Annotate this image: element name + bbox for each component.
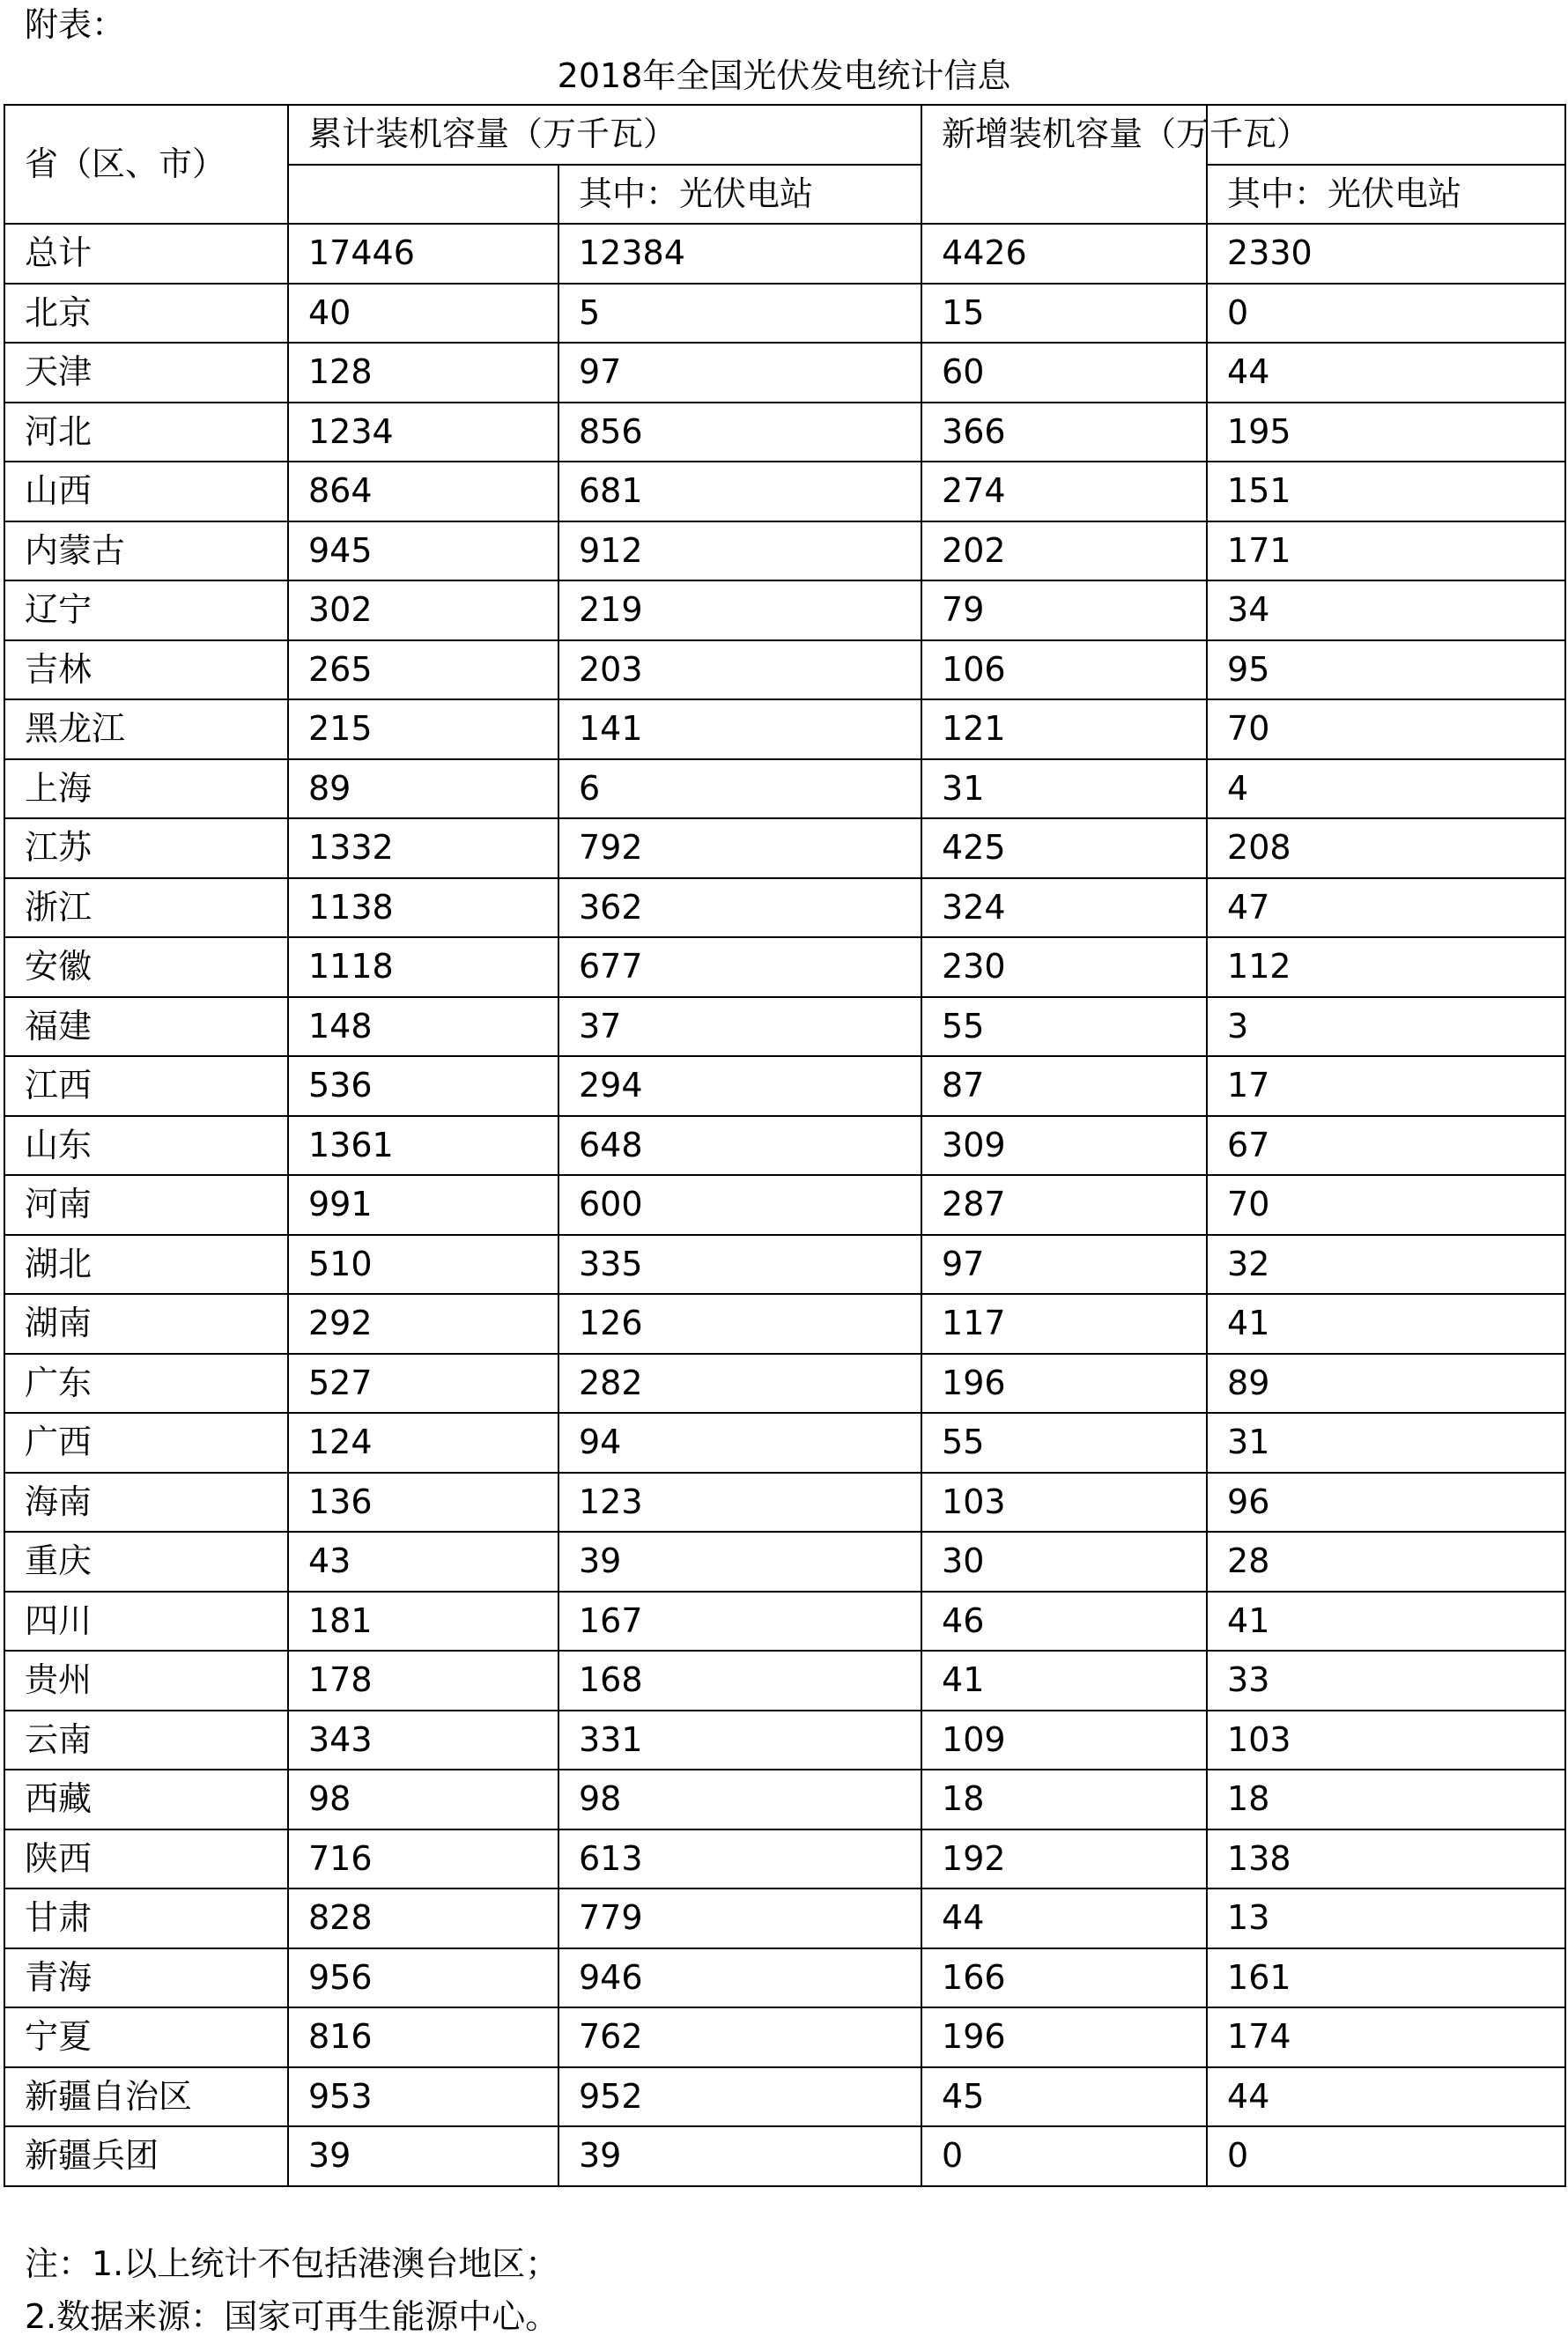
cell-new-station: 208 bbox=[1207, 818, 1565, 878]
table-row bbox=[4, 1592, 1565, 1652]
cell-cumulative-station: 168 bbox=[558, 1651, 921, 1711]
table-row bbox=[4, 699, 1565, 759]
header-cumulative-capacity: 累计装机容量（万千瓦） bbox=[288, 105, 921, 165]
cell-cumulative-station: 294 bbox=[558, 1056, 921, 1116]
cell-cumulative: 953 bbox=[288, 2067, 558, 2127]
cell-cumulative-station: 681 bbox=[558, 462, 921, 521]
table-row bbox=[4, 2126, 1565, 2186]
cell-new: 117 bbox=[921, 1294, 1207, 1354]
table-row bbox=[4, 818, 1565, 878]
cell-cumulative-station: 362 bbox=[558, 878, 921, 938]
cell-region: 内蒙古 bbox=[4, 521, 288, 581]
cell-region: 青海 bbox=[4, 1948, 288, 2008]
cell-new-station: 174 bbox=[1207, 2007, 1565, 2067]
cell-new-station: 95 bbox=[1207, 640, 1565, 700]
cell-cumulative-station: 167 bbox=[558, 1592, 921, 1652]
header-cumulative-station: 其中：光伏电站 bbox=[558, 165, 921, 225]
table-row bbox=[4, 1294, 1565, 1354]
cell-cumulative: 17446 bbox=[288, 224, 558, 284]
cell-region: 江西 bbox=[4, 1056, 288, 1116]
cell-new-station: 112 bbox=[1207, 937, 1565, 997]
cell-cumulative: 40 bbox=[288, 284, 558, 344]
cell-region: 广西 bbox=[4, 1413, 288, 1473]
cell-region: 总计 bbox=[4, 224, 288, 284]
cell-cumulative-station: 677 bbox=[558, 937, 921, 997]
cell-new: 121 bbox=[921, 699, 1207, 759]
appendix-label: 附表： bbox=[25, 5, 126, 44]
cell-new: 55 bbox=[921, 997, 1207, 1057]
table-row bbox=[4, 997, 1565, 1057]
table-row bbox=[4, 343, 1565, 403]
cell-new: 196 bbox=[921, 1354, 1207, 1414]
cell-cumulative-station: 203 bbox=[558, 640, 921, 700]
cell-cumulative-station: 952 bbox=[558, 2067, 921, 2127]
cell-new: 4426 bbox=[921, 224, 1207, 284]
table-row bbox=[4, 640, 1565, 700]
cell-new: 44 bbox=[921, 1888, 1207, 1948]
cell-cumulative-station: 219 bbox=[558, 580, 921, 640]
cell-region: 贵州 bbox=[4, 1651, 288, 1711]
table-row bbox=[4, 224, 1565, 284]
table-body bbox=[4, 224, 1565, 2186]
pv-statistics-table bbox=[4, 104, 1566, 2187]
cell-new: 166 bbox=[921, 1948, 1207, 2008]
cell-region: 陕西 bbox=[4, 1829, 288, 1889]
cell-cumulative: 991 bbox=[288, 1175, 558, 1235]
table-row bbox=[4, 1711, 1565, 1770]
table-row bbox=[4, 1116, 1565, 1176]
cell-new: 106 bbox=[921, 640, 1207, 700]
cell-region: 湖南 bbox=[4, 1294, 288, 1354]
table-row bbox=[4, 521, 1565, 581]
table-row bbox=[4, 1354, 1565, 1414]
cell-new-station: 18 bbox=[1207, 1770, 1565, 1829]
cell-cumulative: 178 bbox=[288, 1651, 558, 1711]
cell-cumulative: 181 bbox=[288, 1592, 558, 1652]
cell-region: 福建 bbox=[4, 997, 288, 1057]
cell-cumulative-station: 282 bbox=[558, 1354, 921, 1414]
cell-cumulative-station: 648 bbox=[558, 1116, 921, 1176]
cell-cumulative: 1138 bbox=[288, 878, 558, 938]
cell-region: 湖北 bbox=[4, 1235, 288, 1295]
footnotes bbox=[25, 2237, 558, 2343]
table-row bbox=[4, 1829, 1565, 1889]
cell-region: 山东 bbox=[4, 1116, 288, 1176]
header-region: 省（区、市） bbox=[4, 105, 288, 224]
cell-cumulative: 956 bbox=[288, 1948, 558, 2008]
cell-new: 79 bbox=[921, 580, 1207, 640]
cell-new: 0 bbox=[921, 2126, 1207, 2186]
cell-cumulative-station: 331 bbox=[558, 1711, 921, 1770]
cell-cumulative: 510 bbox=[288, 1235, 558, 1295]
cell-cumulative: 945 bbox=[288, 521, 558, 581]
cell-region: 黑龙江 bbox=[4, 699, 288, 759]
cell-new-station: 70 bbox=[1207, 699, 1565, 759]
cell-cumulative-station: 5 bbox=[558, 284, 921, 344]
cell-cumulative-station: 123 bbox=[558, 1473, 921, 1533]
cell-region: 浙江 bbox=[4, 878, 288, 938]
cell-new: 230 bbox=[921, 937, 1207, 997]
cell-new-station: 41 bbox=[1207, 1294, 1565, 1354]
cell-new-station: 41 bbox=[1207, 1592, 1565, 1652]
cell-region: 广东 bbox=[4, 1354, 288, 1414]
cell-new: 97 bbox=[921, 1235, 1207, 1295]
cell-cumulative: 527 bbox=[288, 1354, 558, 1414]
cell-new: 45 bbox=[921, 2067, 1207, 2127]
cell-cumulative: 828 bbox=[288, 1888, 558, 1948]
cell-new: 425 bbox=[921, 818, 1207, 878]
table-row bbox=[4, 759, 1565, 819]
cell-cumulative: 716 bbox=[288, 1829, 558, 1889]
cell-new-station: 44 bbox=[1207, 343, 1565, 403]
cell-new-station: 17 bbox=[1207, 1056, 1565, 1116]
cell-new: 55 bbox=[921, 1413, 1207, 1473]
cell-cumulative: 292 bbox=[288, 1294, 558, 1354]
cell-cumulative: 302 bbox=[288, 580, 558, 640]
cell-region: 天津 bbox=[4, 343, 288, 403]
cell-region: 新疆自治区 bbox=[4, 2067, 288, 2127]
cell-cumulative: 1332 bbox=[288, 818, 558, 878]
cell-cumulative-station: 98 bbox=[558, 1770, 921, 1829]
cell-cumulative: 136 bbox=[288, 1473, 558, 1533]
cell-new-station: 70 bbox=[1207, 1175, 1565, 1235]
cell-region: 上海 bbox=[4, 759, 288, 819]
cell-new: 192 bbox=[921, 1829, 1207, 1889]
cell-new: 87 bbox=[921, 1056, 1207, 1116]
cell-cumulative-station: 792 bbox=[558, 818, 921, 878]
table-title: 2018年全国光伏发电统计信息 bbox=[557, 56, 1011, 95]
cell-cumulative: 128 bbox=[288, 343, 558, 403]
cell-cumulative-station: 94 bbox=[558, 1413, 921, 1473]
header-cumulative-blank bbox=[288, 165, 558, 225]
cell-cumulative: 1361 bbox=[288, 1116, 558, 1176]
cell-cumulative-station: 856 bbox=[558, 403, 921, 462]
cell-new: 15 bbox=[921, 284, 1207, 344]
cell-region: 四川 bbox=[4, 1592, 288, 1652]
cell-cumulative: 98 bbox=[288, 1770, 558, 1829]
cell-cumulative-station: 779 bbox=[558, 1888, 921, 1948]
cell-new: 366 bbox=[921, 403, 1207, 462]
cell-cumulative: 43 bbox=[288, 1532, 558, 1592]
cell-cumulative-station: 600 bbox=[558, 1175, 921, 1235]
cell-new: 18 bbox=[921, 1770, 1207, 1829]
table-row bbox=[4, 403, 1565, 462]
header-new-capacity: 新增装机容量（万千瓦） bbox=[921, 105, 1207, 224]
table-row bbox=[4, 2067, 1565, 2127]
cell-cumulative-station: 12384 bbox=[558, 224, 921, 284]
cell-new-station: 31 bbox=[1207, 1413, 1565, 1473]
table-row bbox=[4, 1532, 1565, 1592]
cell-new-station: 32 bbox=[1207, 1235, 1565, 1295]
cell-new-station: 13 bbox=[1207, 1888, 1565, 1948]
cell-region: 甘肃 bbox=[4, 1888, 288, 1948]
cell-region: 河北 bbox=[4, 403, 288, 462]
table-row bbox=[4, 1888, 1565, 1948]
cell-new: 324 bbox=[921, 878, 1207, 938]
table-row bbox=[4, 2007, 1565, 2067]
cell-region: 北京 bbox=[4, 284, 288, 344]
table-row bbox=[4, 1770, 1565, 1829]
cell-cumulative: 1234 bbox=[288, 403, 558, 462]
cell-cumulative-station: 335 bbox=[558, 1235, 921, 1295]
cell-new-station: 138 bbox=[1207, 1829, 1565, 1889]
table-row bbox=[4, 1175, 1565, 1235]
cell-new: 287 bbox=[921, 1175, 1207, 1235]
cell-cumulative-station: 37 bbox=[558, 997, 921, 1057]
cell-new: 202 bbox=[921, 521, 1207, 581]
cell-region: 江苏 bbox=[4, 818, 288, 878]
cell-region: 宁夏 bbox=[4, 2007, 288, 2067]
cell-new-station: 195 bbox=[1207, 403, 1565, 462]
table-row bbox=[4, 1473, 1565, 1533]
cell-cumulative: 265 bbox=[288, 640, 558, 700]
table-row bbox=[4, 1413, 1565, 1473]
table-row bbox=[4, 937, 1565, 997]
cell-cumulative: 89 bbox=[288, 759, 558, 819]
cell-new: 41 bbox=[921, 1651, 1207, 1711]
cell-new: 103 bbox=[921, 1473, 1207, 1533]
cell-region: 重庆 bbox=[4, 1532, 288, 1592]
cell-cumulative-station: 762 bbox=[558, 2007, 921, 2067]
footnote-1: 注：1.以上统计不包括港澳台地区； bbox=[25, 2244, 559, 2283]
cell-new-station: 34 bbox=[1207, 580, 1565, 640]
cell-new-station: 4 bbox=[1207, 759, 1565, 819]
cell-cumulative: 124 bbox=[288, 1413, 558, 1473]
cell-new-station: 67 bbox=[1207, 1116, 1565, 1176]
cell-new-station: 33 bbox=[1207, 1651, 1565, 1711]
cell-region: 安徽 bbox=[4, 937, 288, 997]
cell-new: 309 bbox=[921, 1116, 1207, 1176]
cell-region: 西藏 bbox=[4, 1770, 288, 1829]
cell-cumulative-station: 126 bbox=[558, 1294, 921, 1354]
cell-new-station: 0 bbox=[1207, 2126, 1565, 2186]
table-row bbox=[4, 1948, 1565, 2008]
cell-cumulative-station: 39 bbox=[558, 2126, 921, 2186]
cell-cumulative: 864 bbox=[288, 462, 558, 521]
table-row bbox=[4, 284, 1565, 344]
cell-new: 196 bbox=[921, 2007, 1207, 2067]
cell-new-station: 44 bbox=[1207, 2067, 1565, 2127]
cell-region: 河南 bbox=[4, 1175, 288, 1235]
table-row bbox=[4, 580, 1565, 640]
cell-new: 109 bbox=[921, 1711, 1207, 1770]
cell-new-station: 103 bbox=[1207, 1711, 1565, 1770]
table-row bbox=[4, 462, 1565, 521]
cell-region: 新疆兵团 bbox=[4, 2126, 288, 2186]
header-row-1 bbox=[4, 105, 1565, 165]
cell-new: 31 bbox=[921, 759, 1207, 819]
cell-new-station: 161 bbox=[1207, 1948, 1565, 2008]
cell-region: 海南 bbox=[4, 1473, 288, 1533]
cell-new-station: 2330 bbox=[1207, 224, 1565, 284]
cell-new-station: 151 bbox=[1207, 462, 1565, 521]
cell-region: 辽宁 bbox=[4, 580, 288, 640]
cell-new-station: 47 bbox=[1207, 878, 1565, 938]
cell-new: 46 bbox=[921, 1592, 1207, 1652]
table-row bbox=[4, 1235, 1565, 1295]
cell-cumulative-station: 946 bbox=[558, 1948, 921, 2008]
cell-new-station: 89 bbox=[1207, 1354, 1565, 1414]
cell-cumulative-station: 912 bbox=[558, 521, 921, 581]
cell-cumulative-station: 39 bbox=[558, 1532, 921, 1592]
cell-new-station: 3 bbox=[1207, 997, 1565, 1057]
table-row bbox=[4, 1651, 1565, 1711]
cell-region: 云南 bbox=[4, 1711, 288, 1770]
cell-cumulative: 1118 bbox=[288, 937, 558, 997]
cell-cumulative: 148 bbox=[288, 997, 558, 1057]
cell-region: 山西 bbox=[4, 462, 288, 521]
cell-new-station: 0 bbox=[1207, 284, 1565, 344]
cell-cumulative-station: 97 bbox=[558, 343, 921, 403]
cell-new: 274 bbox=[921, 462, 1207, 521]
table-row bbox=[4, 878, 1565, 938]
cell-cumulative: 39 bbox=[288, 2126, 558, 2186]
cell-new: 60 bbox=[921, 343, 1207, 403]
cell-cumulative: 536 bbox=[288, 1056, 558, 1116]
cell-cumulative-station: 613 bbox=[558, 1829, 921, 1889]
cell-cumulative-station: 6 bbox=[558, 759, 921, 819]
cell-cumulative: 215 bbox=[288, 699, 558, 759]
cell-new-station: 28 bbox=[1207, 1532, 1565, 1592]
table-row bbox=[4, 1056, 1565, 1116]
footnote-2: 2.数据来源：国家可再生能源中心。 bbox=[25, 2297, 559, 2336]
cell-cumulative-station: 141 bbox=[558, 699, 921, 759]
cell-new-station: 96 bbox=[1207, 1473, 1565, 1533]
cell-region: 吉林 bbox=[4, 640, 288, 700]
cell-new: 30 bbox=[921, 1532, 1207, 1592]
cell-cumulative: 816 bbox=[288, 2007, 558, 2067]
header-new-station: 其中：光伏电站 bbox=[1207, 165, 1565, 225]
cell-cumulative: 343 bbox=[288, 1711, 558, 1770]
cell-new-station: 171 bbox=[1207, 521, 1565, 581]
